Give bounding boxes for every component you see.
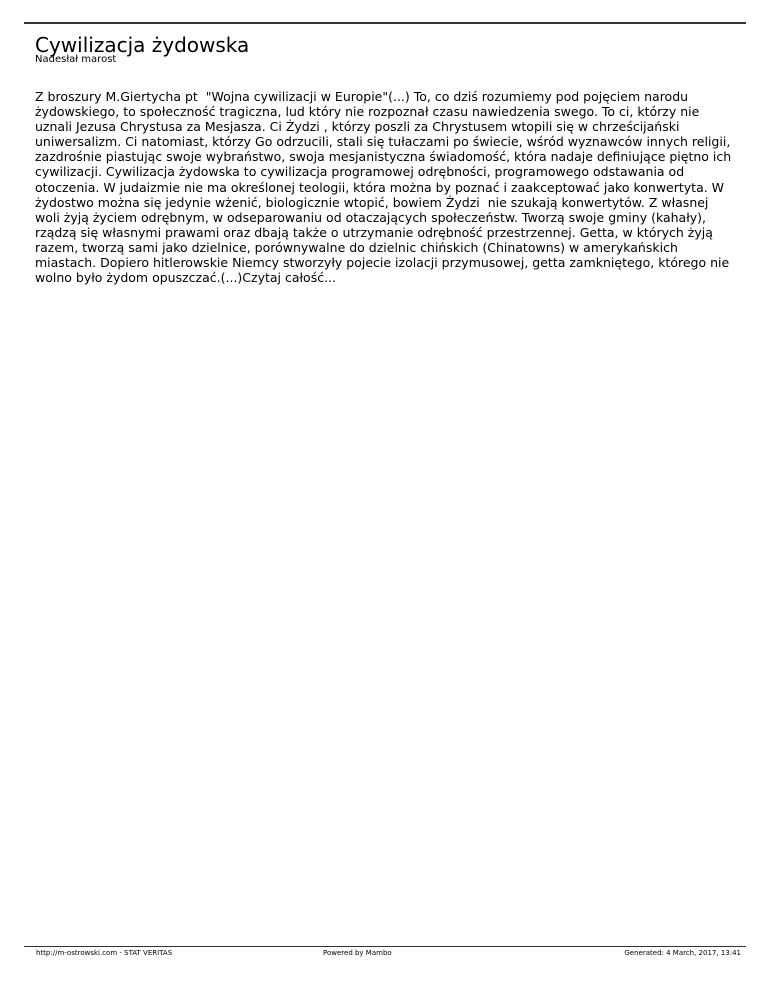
footer-site-url: http://m-ostrowski.com - STAT VERITAS bbox=[36, 949, 173, 957]
header-divider bbox=[24, 22, 746, 24]
footer-powered-by: Powered by Mambo bbox=[323, 949, 392, 957]
footer-generated-date: Generated: 4 March, 2017, 13:41 bbox=[624, 949, 741, 957]
article-body: Z broszury M.Giertycha pt "Wojna cywilizacji w Europie"(...) To, co dziś rozumiemy pod pojęciem narodu żydowskiego, to społeczność tragiczna, lud który nie rozpoznał czasu nawiedzenia swego. To ci, którzy nie uznali Jezusa Chrystusa za Mesjasza. Ci Żydzi , którzy poszli za Chrystusem wtopili się w chrześcijański uniwersalizm. Ci natomiast, którzy Go odrzucili, stali się tułaczami po świecie, wśród wyznawców innych religii, zazdrośnie piastując swoje wybraństwo, swoja mesjanistyczna świadomość, która nadaje definiujące piętno ich cywilizacji. Cywilizacja żydowska to cywilizacja programowej odrębności, programowego odstawania od otoczenia. W judaizmie nie ma określonej teologii, która można by poznać i zaakceptować jako konwertyta. W żydostwo można się jedynie wżenić, biologicznie wtopić, bowiem Żydzi nie szukają konwertytów. Z własnej woli żyją życiem odrębnym, w odseparowaniu od otaczających społeczeństw. Tworzą swoje gminy (kahały), rządzą się własnymi prawami oraz dbają także o utrzymanie odrębność przestrzennej. Getta, w których żyją razem, tworzą sami jako dzielnice, porównywalne do dzielnic chińskich (Chinatowns) w amerykańskich miastach. Dopiero hitlerowskie Niemcy stworzyły pojecie izolacji przymusowej, getta zamkniętego, którego nie wolno było żydom opuszczać.(...)Czytaj całość... bbox=[35, 89, 736, 286]
author-line: Nadesłał marost bbox=[35, 54, 117, 65]
article-title: Cywilizacja żydowska bbox=[35, 33, 250, 57]
footer-divider bbox=[24, 946, 746, 947]
